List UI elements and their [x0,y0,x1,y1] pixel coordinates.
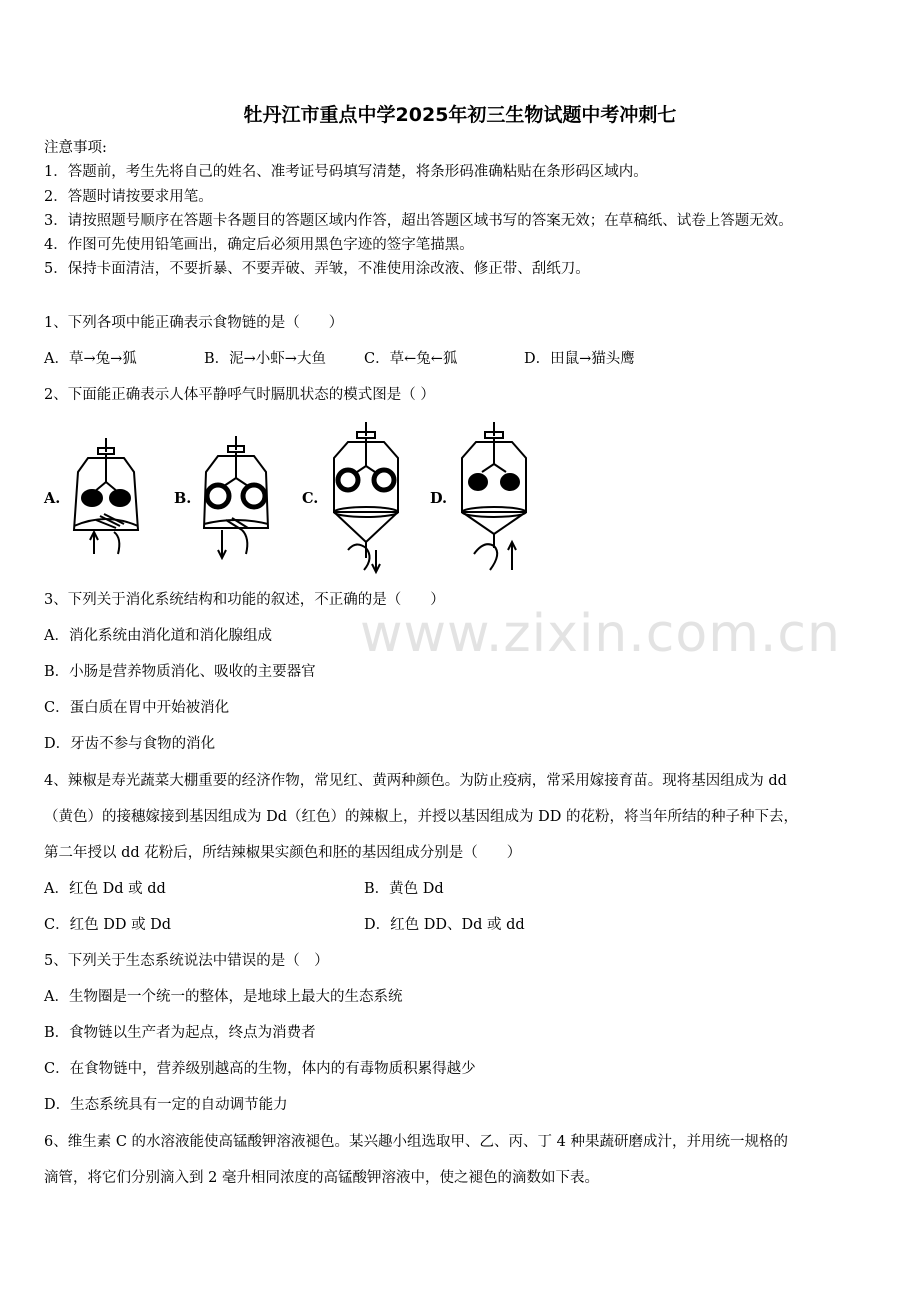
q1-option-c: C．草←兔←狐 [364,351,458,367]
watermark: www.zixin.com.cn [360,604,841,664]
q4-option-b: B．黄色 Dd [364,881,444,897]
question-4-stem-line: 4、辣椒是寿光蔬菜大棚重要的经济作物，常见红、黄两种颜色。为防止疫病，常采用嫁接育苗。现将基因组成为 dd [44,773,787,789]
bell-jar-diagram-b [196,420,276,560]
q3-option-b: B．小肠是营养物质消化、吸收的主要器官 [44,664,316,680]
q5-option-b: B．食物链以生产者为起点，终点为消费者 [44,1025,316,1041]
q3-option-c: C．蛋白质在胃中开始被消化 [44,700,230,716]
q3-option-d: D．牙齿不参与食物的消化 [44,736,216,752]
bell-jar-diagram-c [324,420,408,576]
question-1-stem: 1、下列各项中能正确表示食物链的是（ ） [44,315,344,331]
question-2-stem: 2、下面能正确表示人体平静呼气时膈肌状态的模式图是（ ） [44,387,435,403]
question-5-stem: 5、下列关于生态系统说法中错误的是（ ） [44,953,329,969]
q5-option-d: D．生态系统具有一定的自动调节能力 [44,1097,288,1113]
q4-option-c: C．红色 DD 或 Dd [44,917,172,933]
q4-option-d: D．红色 DD、Dd 或 dd [364,917,525,933]
bell-jar-diagram-a [66,420,146,560]
question-3-stem: 3、下列关于消化系统结构和功能的叙述，不正确的是（ ） [44,592,445,608]
figure-label-b: B. [174,490,192,507]
notice-item: 1．答题前，考生先将自己的姓名、准考证号码填写清楚，将条形码准确粘贴在条形码区域内。 [44,164,648,180]
q5-option-a: A．生物圈是一个统一的整体，是地球上最大的生态系统 [44,989,403,1005]
q1-option-a: A．草→兔→狐 [44,351,137,367]
page-title: 牡丹江市重点中学2025年初三生物试题中考冲刺七 [243,104,677,126]
q1-option-d: D．田鼠→猫头鹰 [524,351,635,367]
figure-label-c: C. [302,490,319,507]
figure-label-a: A. [44,490,61,507]
notice-item: 2．答题时请按要求用笔。 [44,189,213,205]
notice-heading: 注意事项: [44,140,107,156]
question-4-stem-line: （黄色）的接穗嫁接到基因组成为 Dd（红色）的辣椒上，并授以基因组成为 DD 的花粉，将当年所结的种子种下去， [44,809,798,825]
notice-item: 3．请按照题号顺序在答题卡各题目的答题区域内作答，超出答题区域书写的答案无效；在草稿纸、试卷上答题无效。 [44,213,793,229]
q4-option-a: A．红色 Dd 或 dd [44,881,166,897]
q5-option-c: C．在食物链中，营养级别越高的生物，体内的有毒物质积累得越少 [44,1061,476,1077]
question-6-stem-line: 6、维生素 C 的水溶液能使高锰酸钾溶液褪色。某兴趣小组选取甲、乙、丙、丁 4 种果蔬研磨成汁，并用统一规格的 [44,1134,788,1150]
notice-item: 4．作图可先使用铅笔画出，确定后必须用黑色字迹的签字笔描黑。 [44,237,474,253]
q1-option-b: B．泥→小虾→大鱼 [204,351,326,367]
notice-item: 5．保持卡面清洁，不要折暴、不要弄破、弄皱，不准使用涂改液、修正带、刮纸刀。 [44,261,590,277]
figure-label-d: D. [430,490,448,507]
q3-option-a: A．消化系统由消化道和消化腺组成 [44,628,272,644]
bell-jar-diagram-d [452,420,536,576]
question-4-stem-line: 第二年授以 dd 花粉后，所结辣椒果实颜色和胚的基因组成分别是（ ） [44,845,522,861]
question-6-stem-line: 滴管，将它们分别滴入到 2 毫升相同浓度的高锰酸钾溶液中，使之褪色的滴数如下表。 [44,1170,599,1186]
